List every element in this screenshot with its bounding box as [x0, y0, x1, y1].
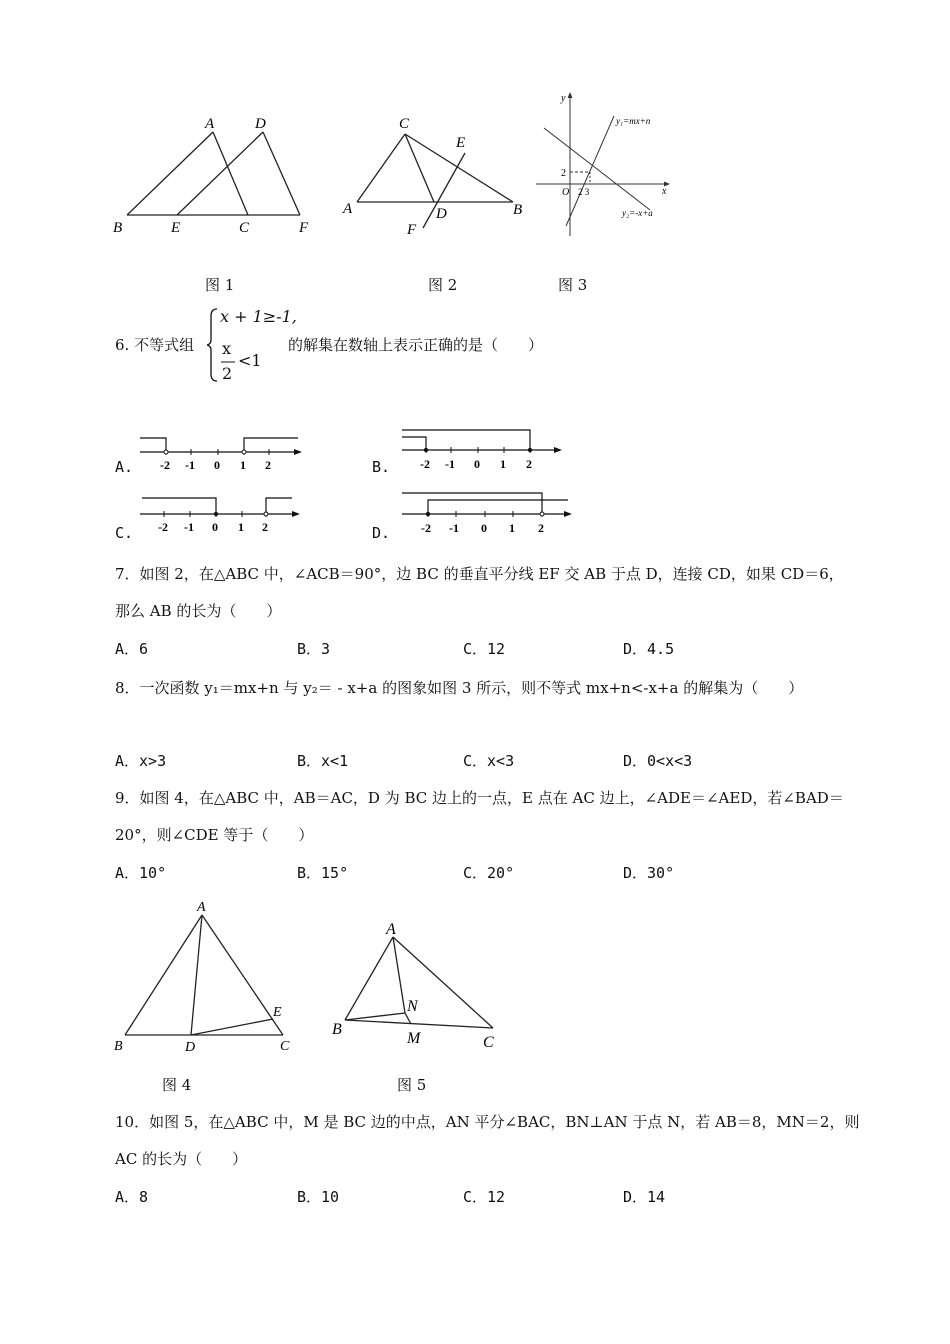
q9-text-line1: 9．如图 4，在△ABC 中，AB＝AC，D 为 BC 边上的一点，E 点在 AC 边上，∠ADE＝∠AED，若∠BAD＝: [115, 789, 844, 807]
tick-label: -1: [184, 520, 194, 534]
label-D: D: [436, 206, 447, 222]
label-B: B: [114, 1039, 123, 1054]
q9-text-line2: 20°，则∠CDE 等于（ ）: [115, 826, 314, 844]
figure-2: [335, 110, 535, 240]
q6-prefix: 6. 不等式组: [115, 336, 195, 354]
label-A: A: [205, 116, 215, 132]
caption-fig5: 图 5: [397, 1076, 427, 1094]
q6-suffix: 的解集在数轴上表示正确的是（ ）: [288, 336, 544, 354]
caption-fig2: 图 2: [428, 276, 458, 294]
label-E: E: [456, 135, 466, 151]
caption-fig1: 图 1: [205, 276, 235, 294]
tick-label: -2: [420, 457, 430, 471]
label-A: A: [386, 921, 396, 938]
label-F: F: [407, 222, 417, 238]
q6-option-c-label: C.: [115, 524, 134, 542]
q8-text-line1: 8．一次函数 y₁＝mx+n 与 y₂＝ - x+a 的图象如图 3 所示，则不等式 mx+n<-x+a 的解集为（ ）: [115, 679, 804, 697]
label-D: D: [185, 1040, 196, 1055]
q6-option-d-label: D.: [372, 524, 391, 542]
label-y: y: [561, 93, 566, 104]
label-C: C: [399, 116, 410, 132]
tick-label: -1: [445, 457, 455, 471]
tick-label: 2: [538, 521, 544, 535]
q6-option-d-numberline: [398, 486, 576, 538]
q9-option-b: B．15°: [297, 864, 349, 882]
figure-4: [105, 895, 305, 1060]
tick-label: 1: [500, 457, 506, 471]
tick-label: -1: [185, 458, 195, 472]
label-B: B: [332, 1021, 342, 1038]
q6-option-b-numberline: [398, 424, 566, 474]
label-D: D: [255, 116, 266, 132]
tick-label: -1: [449, 521, 459, 535]
q8-option-b: B．x<1: [297, 752, 349, 770]
q7-option-b: B．3: [297, 640, 331, 658]
label-N: N: [407, 998, 418, 1015]
q9-option-a: A．10°: [115, 864, 167, 882]
label-B: B: [513, 202, 523, 218]
q10-text-line2: AC 的长为（ ）: [115, 1150, 248, 1168]
q6-fraction-den: 2: [222, 364, 233, 383]
label-C: C: [483, 1034, 494, 1051]
label-M: M: [407, 1030, 421, 1047]
q7-text-line1: 7．如图 2，在△ABC 中，∠ACB＝90°，边 BC 的垂直平分线 EF 交 AB 于点 D，连接 CD，如果 CD＝6，: [115, 565, 844, 583]
label-x: x: [662, 186, 667, 197]
q7-option-a: A．6: [115, 640, 149, 658]
q10-text-line1: 10．如图 5，在△ABC 中，M 是 BC 边的中点，AN 平分∠BAC，BN⊥AN 于点 N，若 AB＝8，MN＝2，则: [115, 1113, 860, 1131]
label-C: C: [280, 1039, 290, 1054]
caption-fig3: 图 3: [558, 276, 588, 294]
label-A: A: [197, 900, 206, 915]
figure-5: [325, 915, 515, 1055]
caption-fig4: 图 4: [162, 1076, 192, 1094]
q10-option-a: A．8: [115, 1188, 149, 1206]
q8-option-a: A．x>3: [115, 752, 167, 770]
label-2-y: 2: [561, 168, 566, 179]
q6-system-line1: x + 1≥-1,: [220, 307, 297, 326]
q9-option-c: C．20°: [463, 864, 515, 882]
q9-option-d: D．30°: [623, 864, 675, 882]
q10-option-c: C．12: [463, 1188, 506, 1206]
tick-label: 1: [238, 520, 244, 534]
q6-fraction-num: x: [222, 339, 232, 358]
q8-option-c: C．x<3: [463, 752, 515, 770]
q6-option-b-label: B.: [372, 458, 391, 476]
tick-label: 0: [212, 520, 218, 534]
tick-label: -2: [160, 458, 170, 472]
q10-option-b: B．10: [297, 1188, 340, 1206]
q6-option-c-numberline: [138, 490, 306, 536]
figure-1: [105, 110, 325, 245]
label-C: C: [239, 220, 250, 236]
tick-label: 2: [265, 458, 271, 472]
label-y1: y₁=mx+n: [616, 116, 651, 126]
tick-label: 2: [262, 520, 268, 534]
tick-label: 1: [509, 521, 515, 535]
tick-label: -2: [421, 521, 431, 535]
tick-label: 0: [481, 521, 487, 535]
figure-3-graph: [530, 88, 675, 238]
tick-label: -2: [158, 520, 168, 534]
q10-option-d: D．14: [623, 1188, 666, 1206]
label-y2: y₂=-x+a: [622, 208, 653, 218]
label-E: E: [273, 1005, 282, 1020]
tick-label: 0: [474, 457, 480, 471]
label-F: F: [299, 220, 309, 236]
q7-text-line2: 那么 AB 的长为（ ）: [115, 602, 282, 620]
q6-option-a-label: A.: [115, 458, 134, 476]
label-E: E: [171, 220, 181, 236]
q7-option-c: C．12: [463, 640, 506, 658]
label-A: A: [343, 201, 353, 217]
tick-label: 0: [214, 458, 220, 472]
tick-label: 2: [526, 457, 532, 471]
tick-label: 1: [240, 458, 246, 472]
q7-option-d: D．4.5: [623, 640, 675, 658]
label-B: B: [113, 220, 123, 236]
label-2-3-x: 2 3: [578, 187, 590, 197]
q8-option-d: D．0<x<3: [623, 752, 693, 770]
q6-rel: <1: [238, 351, 262, 370]
q6-option-a-numberline: [138, 430, 306, 475]
label-origin: O: [562, 187, 570, 198]
